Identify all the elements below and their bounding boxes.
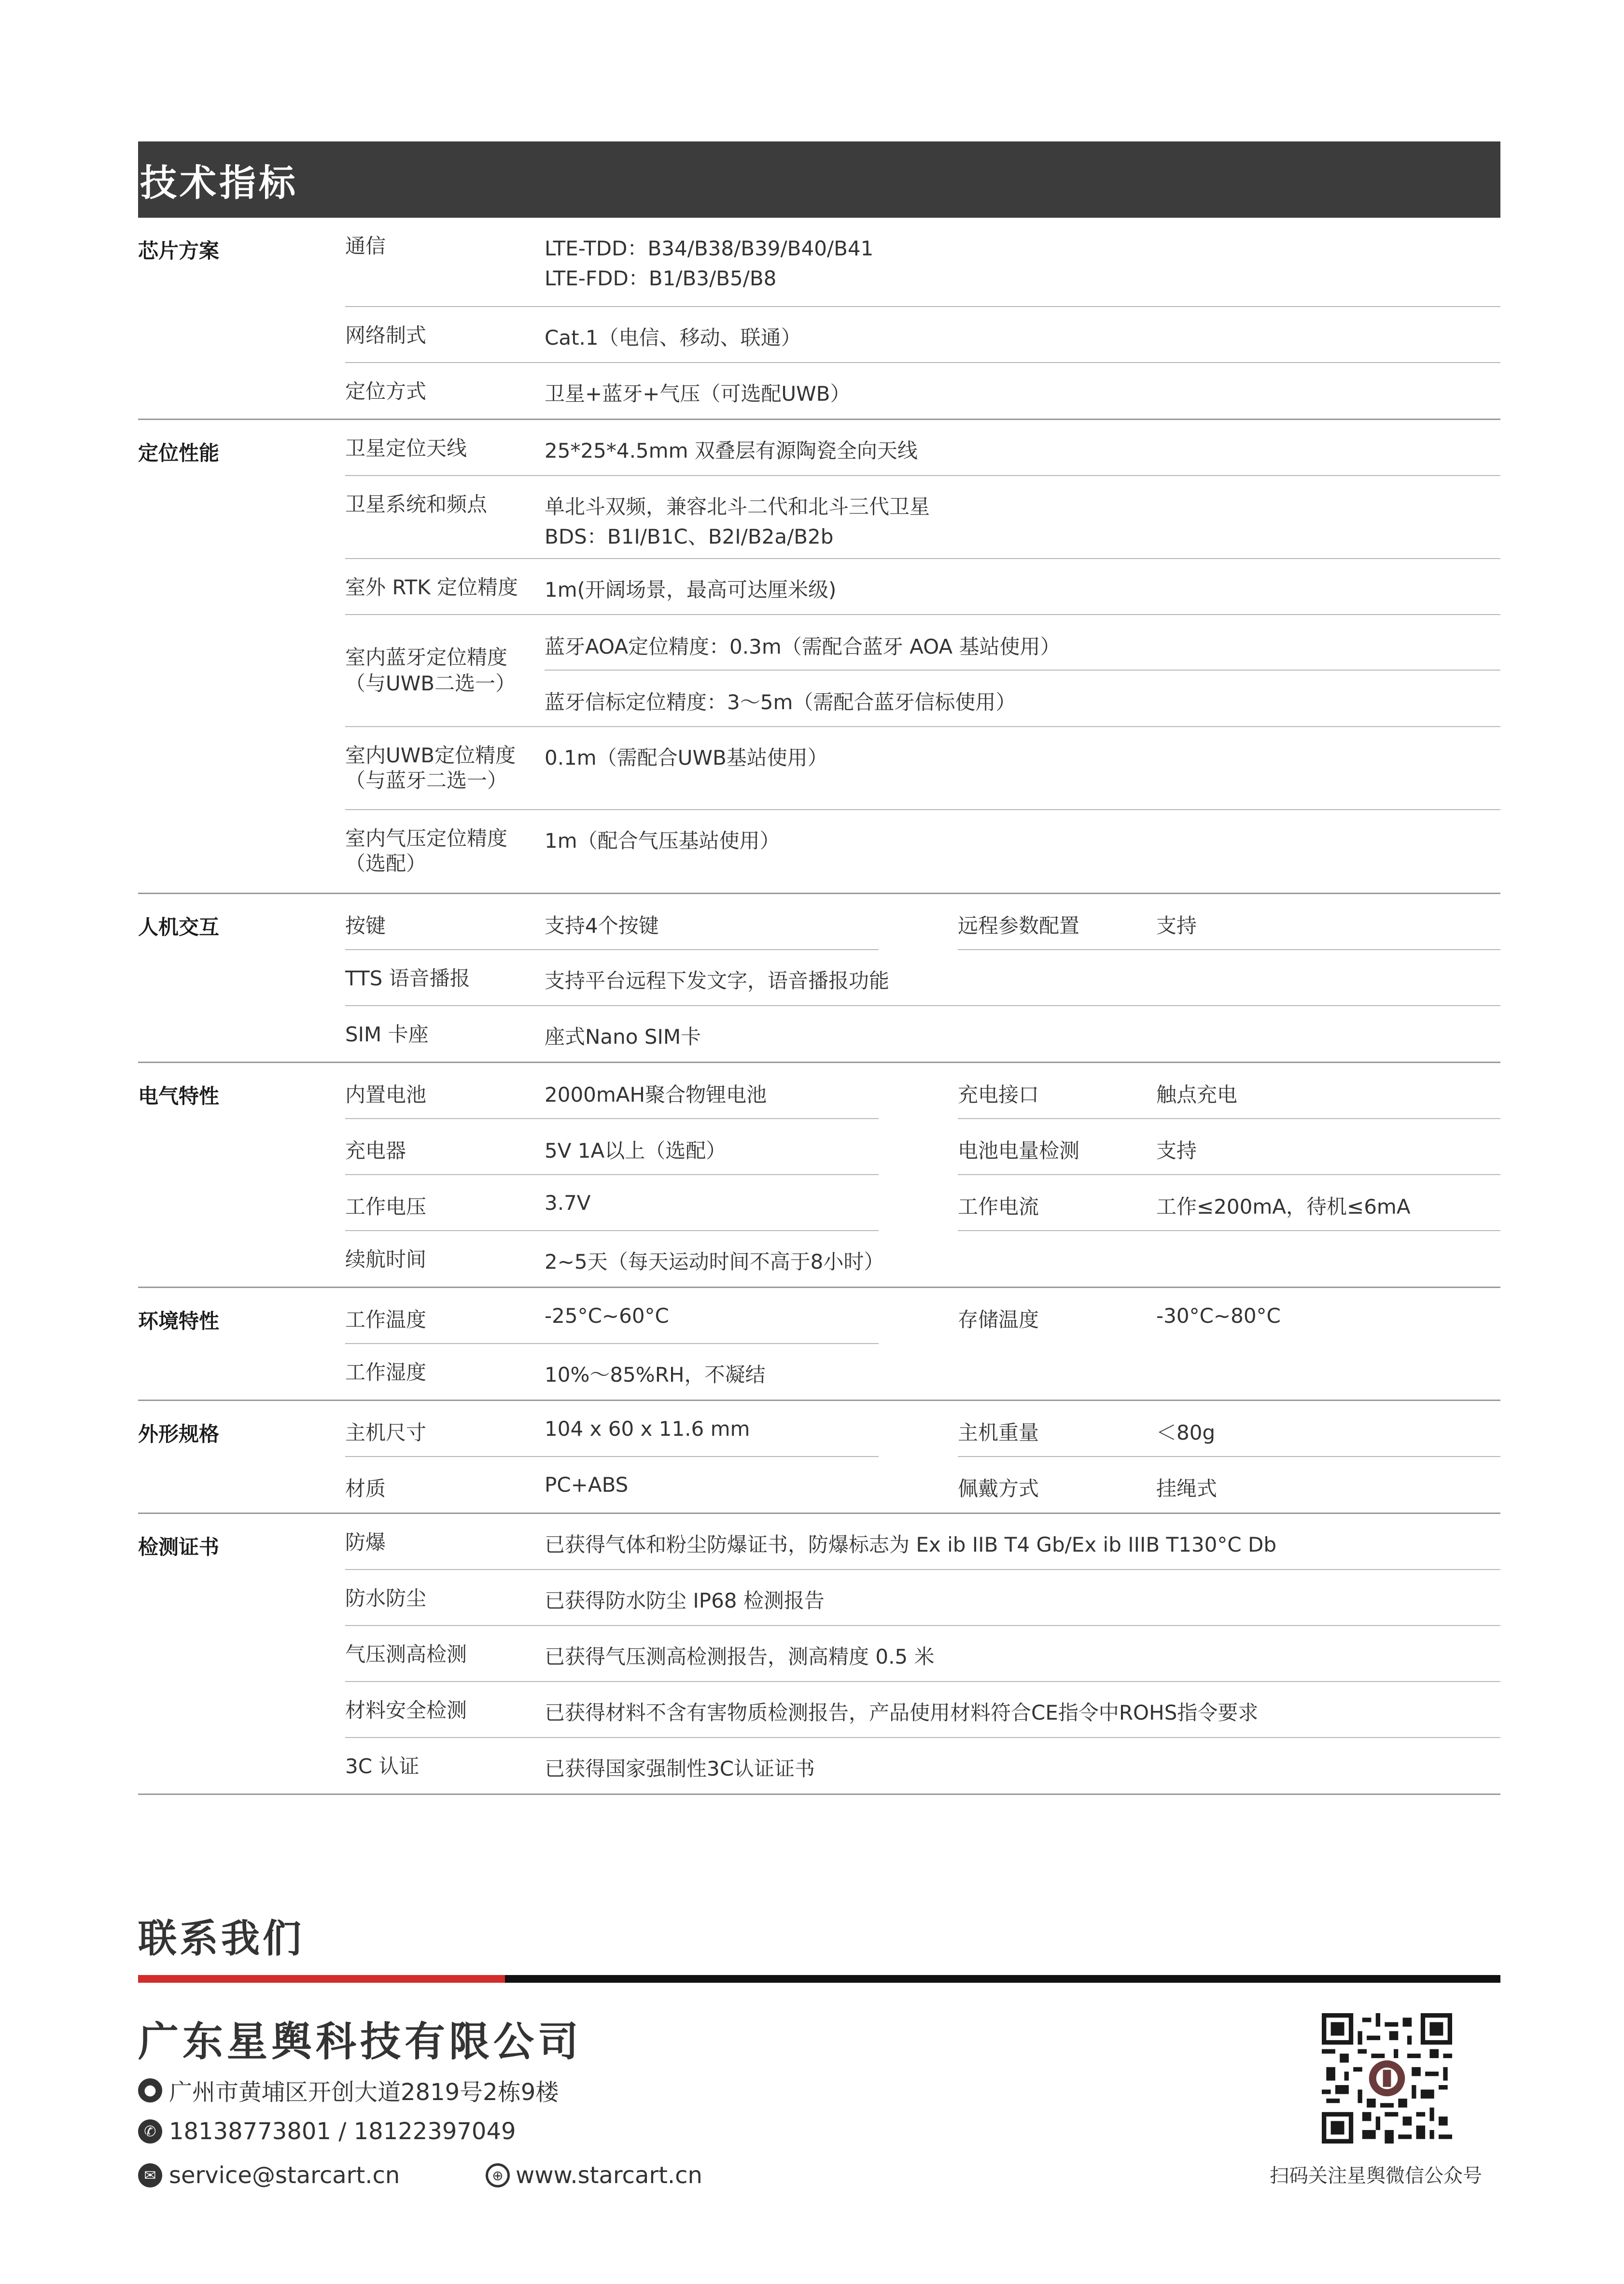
row-barometer: [345, 810, 1500, 893]
section-label: 外形规格: [138, 1422, 220, 1446]
row-label: 网络制式: [345, 323, 427, 347]
mail-icon: ✉: [138, 2163, 162, 2187]
row-label: 3C 认证: [345, 1754, 420, 1778]
row-value: 支持: [1156, 914, 1197, 938]
value-line: BDS：B1I/B1C、B2I/B2a/B2b: [545, 525, 834, 548]
section-form: [138, 1401, 1500, 1514]
website-line: [486, 2162, 702, 2189]
contact-title: 联系我们: [138, 1916, 304, 1961]
row-value: 10%～85%RH，不凝结: [545, 1363, 766, 1387]
row-value: 已获得国家强制性3C认证证书: [545, 1757, 815, 1780]
row-label: SIM 卡座: [345, 1023, 429, 1046]
label-line: （与UWB二选一）: [345, 672, 516, 695]
row-label: 远程参数配置: [958, 914, 1080, 938]
label-line: 室内蓝牙定位精度: [345, 645, 508, 669]
row-value: 支持: [1156, 1139, 1197, 1163]
row-value: 104 x 60 x 11.6 mm: [545, 1417, 750, 1441]
row-value: 已获得材料不含有害物质检测报告，产品使用材料符合CE指令中ROHS指令要求: [545, 1701, 1259, 1724]
row-value: 1m(开阔场景，最高可达厘米级): [545, 578, 837, 602]
row-label: 充电器: [345, 1139, 406, 1163]
row-rtk: [345, 559, 1500, 615]
section-electrical: [138, 1063, 1500, 1288]
qr-caption: 扫码关注星舆微信公众号: [1270, 2165, 1482, 2187]
section-certification: [138, 1514, 1500, 1795]
phone-line: [138, 2118, 516, 2145]
row-label: [345, 615, 545, 726]
row-value: 已获得气压测高检测报告，测高精度 0.5 米: [545, 1645, 935, 1668]
row-value: 25*25*4.5mm 双叠层有源陶瓷全向天线: [545, 439, 918, 462]
section-label: 人机交互: [138, 915, 220, 939]
row-size: [345, 1401, 1500, 1457]
row-antenna: [345, 420, 1500, 476]
row-label: 材料安全检测: [345, 1698, 467, 1722]
row-value: [545, 218, 1500, 306]
section-label: 检测证书: [138, 1535, 220, 1559]
website-link[interactable]: www.starcart.cn: [516, 2162, 702, 2189]
row-label: 卫星系统和频点: [345, 492, 488, 516]
globe-icon: ⊕: [486, 2163, 510, 2187]
row-value: 2000mAH聚合物锂电池: [545, 1083, 767, 1107]
row-satellite-system: [345, 476, 1500, 559]
row-label: 防爆: [345, 1530, 386, 1554]
section-environment: [138, 1288, 1500, 1401]
row-value: 3.7V: [545, 1191, 591, 1215]
page-title: 技术指标: [140, 161, 298, 204]
label-line: （与蓝牙二选一）: [345, 769, 508, 792]
row-value: PC+ABS: [545, 1473, 629, 1497]
label-line: 室内气压定位精度: [345, 827, 508, 850]
phone-icon: ✆: [138, 2119, 162, 2144]
row-material: [345, 1457, 1500, 1513]
section-chip: [138, 218, 1500, 420]
address-text: 广州市黄埔区开创大道2819号2栋9楼: [169, 2079, 559, 2106]
row-label: 充电接口: [958, 1083, 1039, 1107]
row-value: Cat.1（电信、移动、联通）: [545, 326, 801, 350]
row-label: 气压测高检测: [345, 1642, 467, 1666]
row-bluetooth: [345, 615, 1500, 727]
row-value: 工作≤200mA，待机≤6mA: [1156, 1195, 1411, 1219]
label-line: （选配）: [345, 852, 427, 875]
row-uwb: [345, 727, 1500, 810]
row-label: 通信: [345, 234, 386, 258]
row-network: [345, 307, 1500, 363]
row-value: 已获得防水防尘 IP68 检测报告: [545, 1589, 825, 1612]
row-value: -25°C~60°C: [545, 1304, 669, 1328]
row-3c: [345, 1738, 1500, 1794]
row-positioning-method: [345, 363, 1500, 419]
row-label: TTS 语音播报: [345, 967, 470, 990]
row-label: 工作湿度: [345, 1360, 427, 1384]
row-humidity: [345, 1344, 1500, 1400]
row-keys: [345, 894, 1500, 950]
label-line: 室内UWB定位精度: [345, 743, 516, 767]
row-label: [345, 727, 545, 809]
row-temperature: [345, 1288, 1500, 1344]
divider-black: [505, 1975, 1500, 1983]
row-endurance: [345, 1231, 1500, 1287]
section-hmi: [138, 894, 1500, 1063]
section-label: 电气特性: [138, 1084, 220, 1108]
contact-divider: [138, 1975, 1500, 1983]
row-value: 蓝牙信标定位精度：3～5m（需配合蓝牙信标使用）: [545, 690, 1016, 714]
row-label: 续航时间: [345, 1247, 427, 1271]
row-altimetry: [345, 1626, 1500, 1682]
row-label: [345, 810, 545, 893]
email-link[interactable]: service@starcart.cn: [169, 2162, 400, 2189]
row-value: 1m（配合气压基站使用）: [545, 829, 780, 853]
row-value: 蓝牙AOA定位精度：0.3m（需配合蓝牙 AOA 基站使用）: [545, 615, 1500, 671]
row-value: 触点充电: [1156, 1083, 1238, 1107]
row-label: 材质: [345, 1477, 386, 1500]
row-value: 5V 1A以上（选配）: [545, 1139, 727, 1163]
row-waterproof: [345, 1570, 1500, 1626]
section-positioning: [138, 420, 1500, 894]
row-value: 0.1m（需配合UWB基站使用）: [545, 746, 828, 770]
row-label: 主机重量: [958, 1421, 1039, 1444]
row-value: -30°C~80°C: [1156, 1304, 1281, 1328]
row-voltage: [345, 1175, 1500, 1231]
row-value: 座式Nano SIM卡: [545, 1025, 701, 1049]
divider-red: [138, 1975, 505, 1983]
row-battery: [345, 1063, 1500, 1119]
value-line: LTE-FDD：B1/B3/B5/B8: [545, 266, 777, 290]
row-value: 卫星+蓝牙+气压（可选配UWB）: [545, 382, 851, 406]
row-label: 工作电流: [958, 1195, 1039, 1219]
row-value: ＜80g: [1156, 1421, 1216, 1444]
row-label: 内置电池: [345, 1083, 427, 1107]
row-value: 支持4个按键: [545, 914, 659, 938]
phone-text[interactable]: 18138773801 / 18122397049: [169, 2118, 516, 2145]
spec-table: [138, 218, 1500, 1795]
row-value: 2~5天（每天运动时间不高于8小时）: [545, 1250, 884, 1274]
address-line: [138, 2074, 559, 2107]
row-charger: [345, 1119, 1500, 1175]
email-line: [138, 2162, 400, 2189]
row-label: 佩戴方式: [958, 1477, 1039, 1500]
row-label: 主机尺寸: [345, 1421, 427, 1444]
row-material-safety: [345, 1682, 1500, 1738]
row-comm: [345, 218, 1500, 307]
row-explosion-proof: [345, 1514, 1500, 1570]
company-name: 广东星舆科技有限公司: [138, 2018, 583, 2065]
row-value: [545, 476, 1500, 558]
value-line: LTE-TDD：B34/B38/B39/B40/B41: [545, 237, 874, 260]
row-label: 防水防尘: [345, 1586, 427, 1610]
section-header-bar: [138, 141, 1500, 218]
row-sim: [345, 1006, 1500, 1062]
row-value: 支持平台远程下发文字，语音播报功能: [545, 969, 890, 993]
section-label: 环境特性: [138, 1309, 220, 1333]
row-tts: [345, 950, 1500, 1006]
location-pin-icon: ●: [138, 2078, 162, 2102]
row-label: 工作温度: [345, 1308, 427, 1331]
qr-code: [1322, 2013, 1452, 2144]
row-label: 卫星定位天线: [345, 436, 467, 460]
row-label: 定位方式: [345, 379, 427, 403]
row-label: 室外 RTK 定位精度: [345, 575, 518, 599]
section-label: 定位性能: [138, 441, 220, 465]
row-label: 电池电量检测: [958, 1139, 1080, 1163]
row-label: 存储温度: [958, 1308, 1039, 1331]
row-label: 工作电压: [345, 1195, 427, 1219]
row-value: 挂绳式: [1156, 1477, 1218, 1500]
row-value: 已获得气体和粉尘防爆证书，防爆标志为 Ex ib IIB T4 Gb/Ex ib IIIB T130°C Db: [545, 1533, 1277, 1556]
section-label: 芯片方案: [138, 239, 220, 263]
row-label: 按键: [345, 914, 386, 938]
value-line: 单北斗双频，兼容北斗二代和北斗三代卫星: [545, 495, 930, 518]
